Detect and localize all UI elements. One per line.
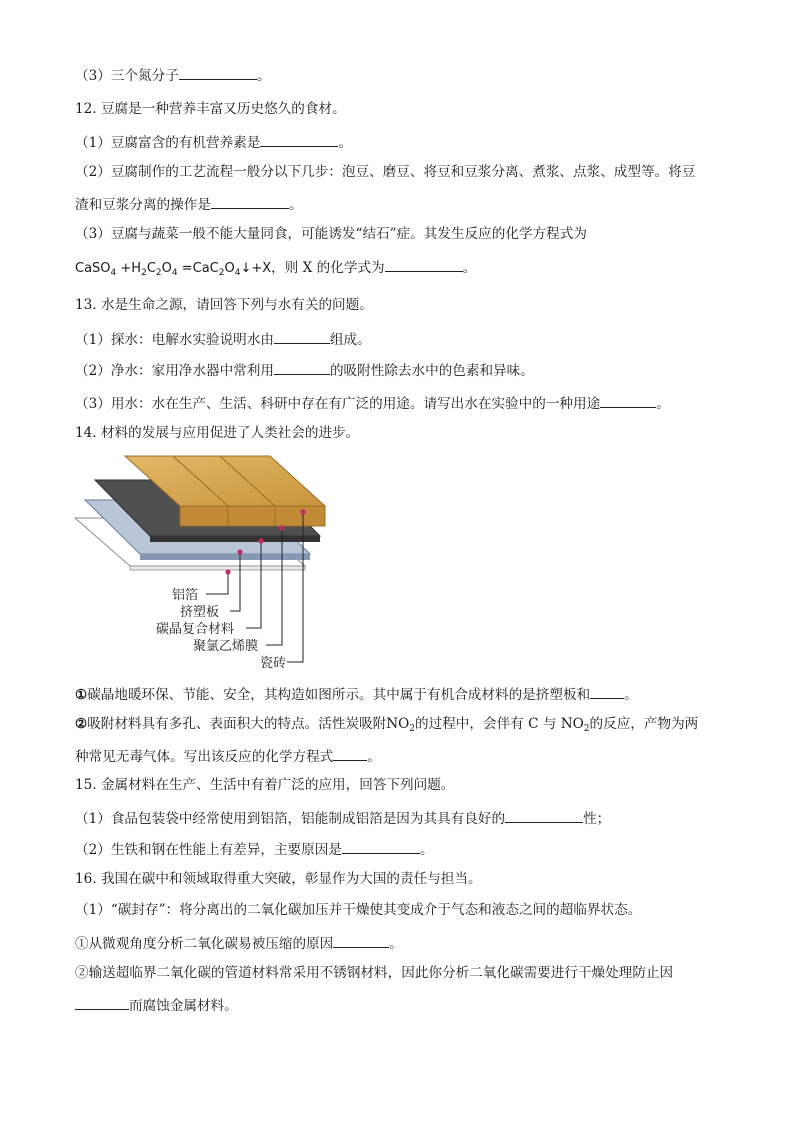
floor-heating-structure-diagram [70, 448, 340, 676]
answer-blank[interactable] [260, 132, 338, 147]
q16-part1-b-line1: ②输送超临界二氧化碳的管道材料常采用不锈钢材料，因此你分析二氧化碳需要进行干燥处理防止因 [75, 965, 674, 981]
answer-blank[interactable] [274, 329, 330, 344]
answer-blank[interactable] [590, 684, 624, 699]
q14-part2-line1: ②吸附材料具有多孔、表面积大的特点。活性炭吸附$NO_2$的过程中，会伴有 C 与 $NO_2$的反应，产物为两 [75, 716, 699, 734]
q12-part2-line1: （2）豆腐制作的工艺流程一般分以下几步：泡豆、磨豆、将豆和豆浆分离、煮浆、点浆、成型等。将豆 [75, 164, 696, 180]
label-carbon-composite: 碳晶复合材料 [156, 622, 235, 637]
q12-part1: （1）豆腐富含的有机营养素是 。 [75, 132, 352, 152]
q13-part2: （2）净水：家用净水器中常利用 的吸附性除去水中的色素和异味。 [75, 360, 534, 380]
answer-blank[interactable] [342, 839, 420, 854]
label-extruded-board: 挤塑板 [180, 605, 220, 620]
question-13-stem: 13. 水是生命之源，请回答下列与水有关的问题。 [75, 297, 373, 313]
answer-blank[interactable] [333, 933, 389, 948]
q14-part2-line2: 种常见无毒气体。写出该反应的化学方程式 。 [75, 746, 381, 766]
q15-part2: （2）生铁和钢在性能上有差异，主要原因是 。 [75, 839, 434, 859]
q16-part1-a: ①从微观角度分析二氧化碳易被压缩的原因 。 [75, 933, 403, 953]
answer-blank[interactable] [75, 995, 129, 1010]
answer-blank[interactable] [211, 194, 289, 209]
q12-part3: （3）豆腐与蔬菜一般不能大量同食，可能诱发“结石”症。其发生反应的化学方程式为 [75, 226, 587, 242]
q12-part2-line2: 渣和豆浆分离的操作是 。 [75, 194, 303, 214]
q14-part1: ①碳晶地暖环保、节能、安全，其构造如图所示。其中属于有机合成材料的是挤塑板和 。 [75, 684, 638, 704]
answer-blank[interactable] [274, 360, 330, 375]
question-16-stem: 16. 我国在碳中和领域取得重大突破，彰显作为大国的责任与担当。 [75, 871, 482, 887]
answer-blank[interactable] [333, 746, 367, 761]
q13-part1: （1）探水：电解水实验说明水由 组成。 [75, 329, 371, 349]
q16-part1: （1）“碳封存”：将分离出的二氧化碳加压并干燥使其变成介于气态和液态之间的超临界状态。 [75, 902, 642, 918]
q16-part1-b-line2: 而腐蚀金属材料。 [75, 995, 238, 1015]
answer-blank[interactable] [505, 808, 583, 823]
question-12-stem: 12. 豆腐是一种营养丰富又历史悠久的食材。 [75, 101, 346, 117]
question-14-stem: 14. 材料的发展与应用促进了人类社会的进步。 [75, 425, 360, 441]
label-pvc-film: 聚氯乙烯膜 [193, 639, 259, 654]
answer-blank[interactable] [179, 65, 257, 80]
answer-blank[interactable] [385, 257, 463, 272]
question-15-stem: 15. 金属材料在生产、生活中有着广泛的应用，回答下列问题。 [75, 777, 455, 793]
q13-part3: （3）用水：水在生产、生活、科研中存在有广泛的用途。请写出水在实验中的一种用途 。 [75, 393, 670, 413]
answer-blank[interactable] [600, 393, 656, 408]
equation-formula: CaSO$_4$ $+H_2C_2O_4$ $=CaC_2O_4↓+X$ [75, 261, 272, 278]
label-aluminum-foil: 铝箔 [172, 588, 199, 603]
label-ceramic-tile: 瓷砖 [260, 656, 287, 671]
chemical-equation: CaSO$_4$ $+H_2C_2O_4$ $=CaC_2O_4↓+X$，则 X 的化学式为 。 [75, 257, 476, 282]
q15-part1: （1）食品包装袋中经常使用到铝箔，铝能制成铝箔是因为其具有良好的 性； [75, 808, 610, 828]
q11-part3: （3）三个氮分子 。 [75, 65, 270, 85]
